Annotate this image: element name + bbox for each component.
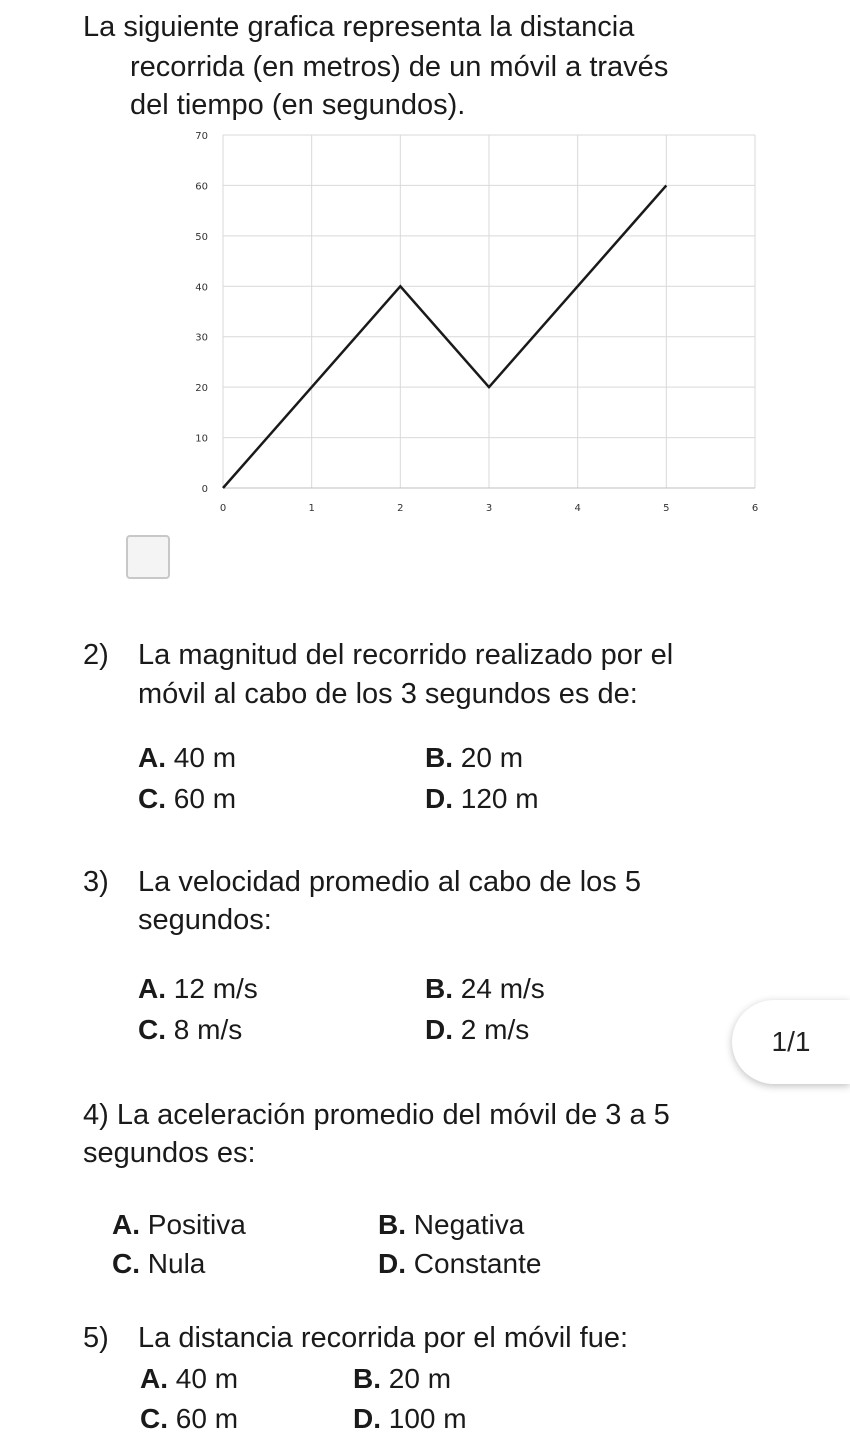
y-tick-label: 10	[195, 433, 208, 445]
q4-option-d[interactable]: D. Constante	[378, 1248, 542, 1279]
distance-time-chart	[180, 118, 770, 523]
x-tick-label: 2	[397, 503, 404, 514]
x-tick-label: 6	[751, 503, 759, 514]
y-tick-label: 60	[195, 181, 208, 193]
x-tick-label: 1	[308, 503, 315, 514]
intro-line-1: La siguiente grafica representa la distancia	[83, 11, 635, 43]
y-tick-label: 50	[195, 231, 208, 243]
q2-number: 2)	[83, 639, 109, 671]
intro-line-2: recorrida (en metros) de un móvil a través	[130, 51, 669, 83]
q5-number: 5)	[83, 1322, 109, 1354]
q4-option-a[interactable]: A. Positiva	[112, 1209, 246, 1240]
q2-option-b[interactable]: B. 20 m	[425, 742, 524, 773]
y-tick-label: 20	[195, 383, 208, 395]
q2-option-d[interactable]: D. 120 m	[425, 783, 539, 814]
q4-text-2: segundos es:	[83, 1137, 256, 1169]
q3-text-1: La velocidad promedio al cabo de los 5	[138, 866, 641, 898]
y-tick-label: 70	[195, 131, 208, 142]
y-tick-label: 40	[195, 282, 208, 294]
x-tick-label: 3	[485, 503, 493, 514]
intro-line-3: del tiempo (en segundos).	[130, 89, 466, 121]
x-tick-label: 4	[574, 503, 581, 514]
q2-option-a[interactable]: A. 40 m	[138, 742, 237, 773]
q2-text-2: móvil al cabo de los 3 segundos es de:	[138, 678, 638, 710]
x-tick-label: 0	[219, 503, 227, 514]
q3-option-a[interactable]: A. 12 m/s	[138, 973, 258, 1004]
q5-option-a[interactable]: A. 40 m	[140, 1363, 239, 1394]
q5-option-b[interactable]: B. 20 m	[353, 1363, 452, 1394]
q3-option-c[interactable]: C. 8 m/s	[138, 1014, 243, 1045]
q4-option-c[interactable]: C. Nula	[112, 1248, 206, 1279]
q5-text-1: La distancia recorrida por el móvil fue:	[138, 1322, 629, 1354]
q5-option-c[interactable]: C. 60 m	[140, 1403, 239, 1434]
q3-text-2: segundos:	[138, 904, 272, 936]
q3-number: 3)	[83, 866, 109, 898]
q2-option-c[interactable]: C. 60 m	[138, 783, 237, 814]
q4-option-b[interactable]: B. Negativa	[378, 1209, 525, 1240]
q3-option-d[interactable]: D. 2 m/s	[425, 1014, 530, 1045]
q3-option-b[interactable]: B. 24 m/s	[425, 973, 545, 1004]
q2-text-1: La magnitud del recorrido realizado por el	[138, 639, 674, 671]
q5-option-d[interactable]: D. 100 m	[353, 1403, 467, 1434]
y-tick-label: 0	[201, 484, 208, 495]
x-tick-label: 5	[663, 503, 670, 514]
y-tick-label: 30	[195, 332, 208, 344]
q4-text-1: 4) La aceleración promedio del móvil de 3 a 5	[83, 1099, 670, 1131]
checkbox-placeholder[interactable]	[126, 535, 170, 579]
page-indicator: 1/1	[732, 1000, 850, 1084]
